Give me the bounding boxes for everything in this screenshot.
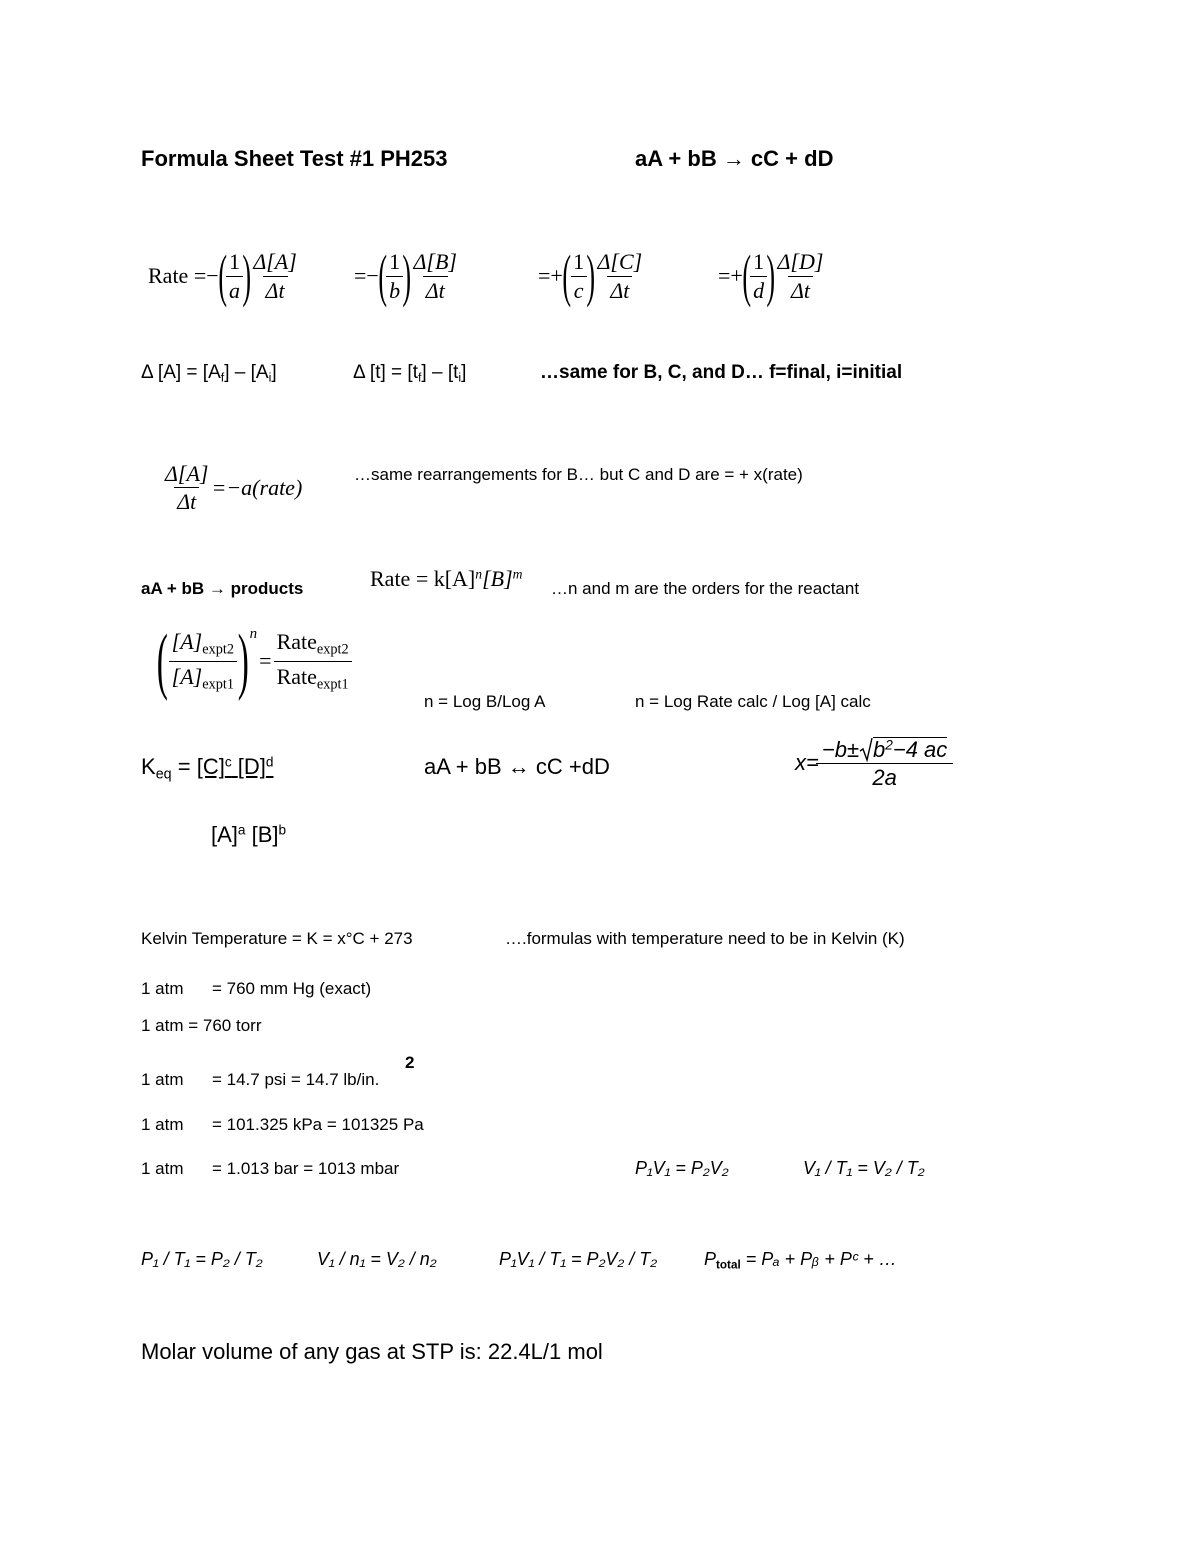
inverse-coefficient: $\frac{1}{b}$ [386,250,403,301]
inverse-coefficient: $\frac{1}{a}$ [226,250,243,301]
rearrange-note: …same rearrangements for B… but C and D are = + x(rate) [354,465,803,484]
delta-concentration-fraction: $\frac{\Delta[A]}{\Delta t}$ [253,249,297,303]
atm-psi-value: = 14.7 psi = 14.7 lb/in. [212,1070,380,1089]
charles-law: V₁ / T₁ = V₂ / T₂ [803,1158,925,1178]
rearranged-rate: $\frac{\Delta[A]}{\Delta t}$ =−a(rate) [165,461,303,515]
inverse-coefficient: $\frac{1}{c}$ [570,250,587,301]
daltons-law: $P_{total} = P_a$ + Pᵦ + Pᶜ + … [704,1249,897,1272]
equilibrium-constant: $K_{eq} = [C]^c$ $[D]^d$ [141,754,274,783]
rate-term-c: =+ ( $\frac{1}{c}$ ) $\frac{\Delta[C]}{\Delta t}$ [538,236,645,316]
atm-mmhg-label: 1 atm [141,979,184,998]
quadratic-formula: x= −b± $b^2-4$ ac 2a [795,737,950,789]
avogadro-law: V₁ / n₁ = V₂ / n₂ [317,1249,437,1269]
atm-mmhg-value: = 760 mm Hg (exact) [212,979,372,998]
delta-note: …same for B, C, and D… f=final, i=initial [540,362,903,383]
atm-psi-label: 1 atm [141,1070,184,1089]
rate-term-b: =− ( $\frac{1}{b}$ ) $\frac{\Delta[B]}{\Delta t}$ [354,236,460,316]
equilibrium-reaction: aA + bB ↔ cC +dD [424,754,610,779]
molar-volume: Molar volume of any gas at STP is: 22.4L/1 mol [141,1339,603,1364]
rate-term-a: − ( $\frac{1}{a}$ ) $\frac{\Delta[A]}{\Delta t}$ [206,247,300,305]
inverse-coefficient: $\frac{1}{d}$ [750,250,767,301]
log-formula-1: n = Log B/Log A [424,692,546,711]
rate-ratio-equation: ( $\frac{[A]_{expt2}}{[A]_{expt1}}$ ) n = $\frac{Rate_{expt2}}{Rate_{expt1}}$ [156,624,352,698]
rate-term-sign: =+ [718,263,743,288]
products-reaction: aA + bB → products [141,579,304,598]
atm-kpa-value: = 101.325 kPa = 101325 Pa [212,1115,424,1134]
kelvin-note: ….formulas with temperature need to be in Kelvin (K) [505,929,905,948]
rate-term-sign: =− [354,263,379,288]
gay-lussac-law: P₁ / T₁ = P₂ / T₂ [141,1249,263,1269]
page-title: Formula Sheet Test #1 PH253 [141,146,448,171]
delta-a-definition: Δ $[A] = [A_f] - [A_i]$ [141,362,277,385]
combined-gas-law: P₁V₁ / T₁ = P₂V₂ / T₂ [499,1249,658,1269]
boyles-law: P₁V₁ = P₂V₂ [635,1158,729,1178]
rate-label: Rate = [148,263,207,288]
atm-kpa-label: 1 atm [141,1115,184,1134]
atm-bar-label: 1 atm [141,1159,184,1178]
rate-term-sign: =+ [538,263,563,288]
rate-law-equation [148,236,300,316]
atm-bar-value: = 1.013 bar = 1013 mbar [212,1159,400,1178]
delta-concentration-fraction: $\frac{\Delta[C]}{\Delta t}$ [597,249,643,303]
orders-note: …n and m are the orders for the reactant [551,579,860,598]
rate-law-orders: Rate = $k[A]^n[B]^m$ [370,566,523,591]
delta-concentration-fraction: $\frac{\Delta[D]}{\Delta t}$ [777,249,824,303]
general-reaction: aA + bB → cC + dD [635,146,834,171]
psi-exponent: 2 [405,1053,415,1072]
delta-t-definition: Δ $[t] = [t_f] - [t_i]$ [353,362,467,385]
atm-torr: 1 atm = 760 torr [141,1016,262,1035]
kelvin-formula: Kelvin Temperature = K = x°C + 273 [141,929,413,948]
log-formula-2: n = Log Rate calc / Log [A] calc [635,692,871,711]
rate-term-d: =+ ( $\frac{1}{d}$ ) $\frac{\Delta[D]}{\Delta t}$ [718,236,826,316]
rate-term-sign: − [206,263,219,288]
equilibrium-denominator: $[A]^a$ $[B]^b$ [211,822,287,847]
square-root-icon [859,737,873,761]
delta-concentration-fraction: $\frac{\Delta[B]}{\Delta t}$ [413,249,457,303]
